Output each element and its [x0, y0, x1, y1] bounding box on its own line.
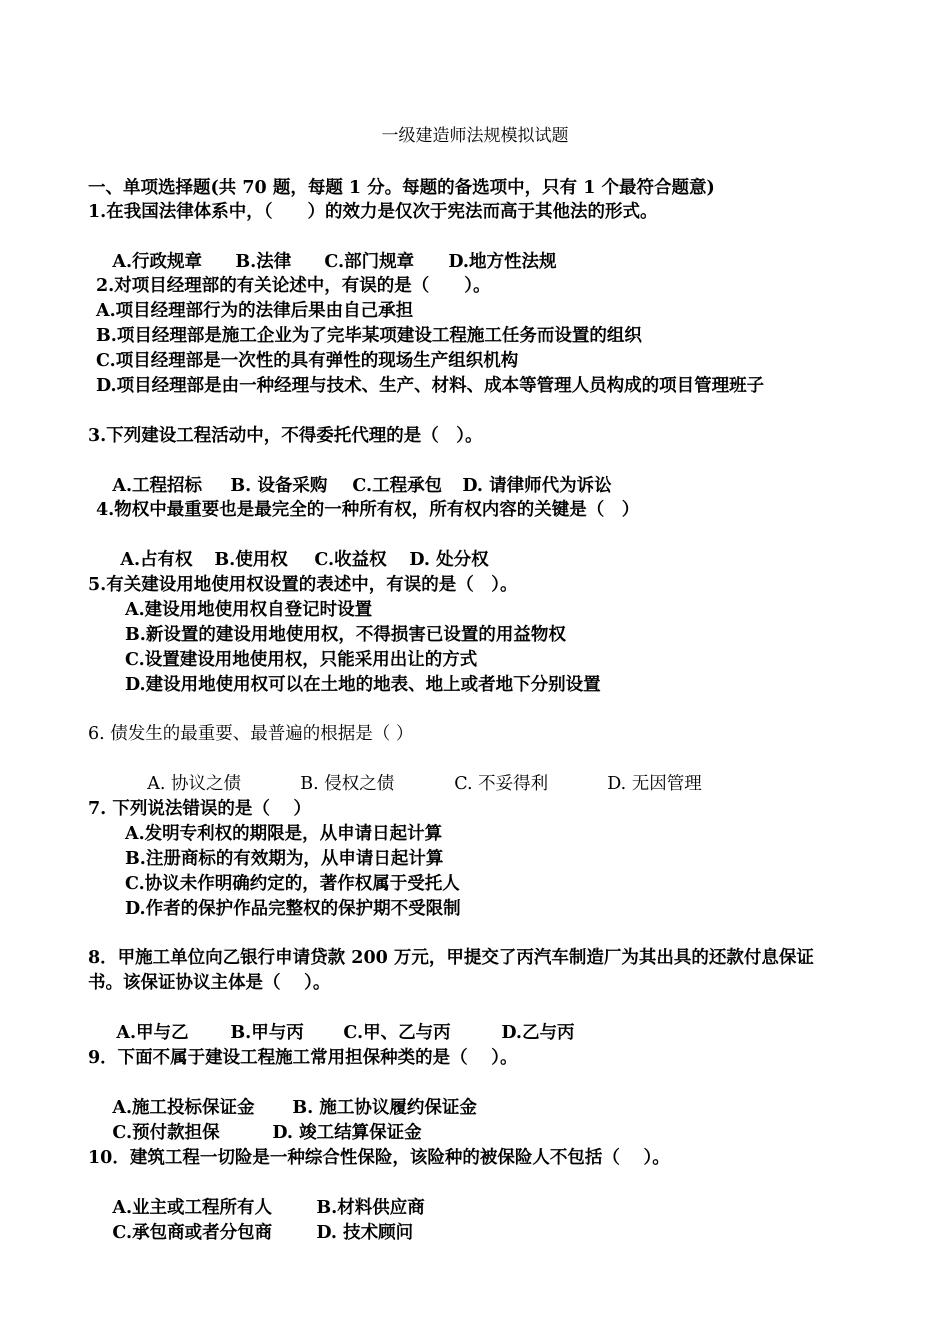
option-a: A.施工投标保证金: [112, 1098, 255, 1118]
question-1-stem: 1.在我国法律体系中，（ ）的效力是仅次于宪法而高于其他法的形式。: [88, 202, 658, 222]
question-7-option-a: A.发明专利权的期限是，从申请日起计算: [125, 824, 443, 844]
question-2-option-c: C.项目经理部是一次性的具有弹性的现场生产组织机构: [96, 351, 519, 371]
option-a: A.业主或工程所有人: [112, 1198, 273, 1218]
option-b: B. 侵权之债: [300, 774, 395, 794]
option-b: B. 施工协议履约保证金: [292, 1098, 477, 1118]
option-a: A.工程招标: [112, 476, 203, 496]
question-7-stem: 7. 下列说法错误的是（ ）: [88, 799, 311, 819]
option-a: A. 协议之债: [147, 774, 242, 794]
option-c: C. 不妥得利: [454, 774, 549, 794]
question-7-option-b: B.注册商标的有效期为，从申请日起计算: [125, 849, 444, 869]
option-b: B.使用权: [214, 550, 288, 570]
question-2-option-d: D.项目经理部是由一种经理与技术、生产、材料、成本等管理人员构成的项目管理班子: [96, 376, 765, 396]
question-2-stem: 2.对项目经理部的有关论述中，有误的是（ ）。: [96, 276, 491, 296]
question-4-stem: 4.物权中最重要也是最完全的一种所有权，所有权内容的关键是（ ）: [96, 500, 640, 520]
option-d: D.地方性法规: [448, 252, 557, 272]
question-5-stem: 5.有关建设用地使用权设置的表述中，有误的是（ ）。: [88, 575, 518, 595]
question-10-options-row-2: [88, 1196, 413, 1271]
question-8-stem-line-2: 书。该保证协议主体是（ ）。: [88, 973, 331, 993]
question-2-option-a: A.项目经理部行为的法律后果由自己承担: [96, 301, 414, 321]
option-b: B. 设备采购: [230, 476, 328, 496]
option-c: C.工程承包: [352, 476, 443, 496]
option-c: C.收益权: [314, 550, 387, 570]
option-c: C.部门规章: [324, 252, 415, 272]
option-b: B.法律: [235, 252, 292, 272]
option-d: D.乙与丙: [501, 1023, 575, 1043]
option-b: B.材料供应商: [316, 1198, 425, 1218]
question-2-option-b: B.项目经理部是施工企业为了完毕某项建设工程施工任务而设置的组织: [96, 326, 642, 346]
question-7-option-c: C.协议未作明确约定的，著作权属于受托人: [125, 874, 460, 894]
option-b: B.甲与丙: [230, 1023, 304, 1043]
option-a: A.占有权: [120, 550, 193, 570]
option-c: C.承包商或者分包商: [112, 1223, 273, 1243]
question-7-option-d: D.作者的保护作品完整权的保护期不受限制: [125, 899, 461, 919]
option-c: C.预付款担保: [112, 1123, 220, 1143]
option-a: A.行政规章: [112, 252, 203, 272]
question-6-stem: 6. 债发生的最重要、最普遍的根据是（ ）: [88, 724, 414, 744]
question-5-option-a: A.建设用地使用权自登记时设置: [125, 600, 373, 620]
option-c: C.甲、乙与丙: [343, 1023, 451, 1043]
option-d: D. 技术顾问: [316, 1223, 414, 1243]
question-5-option-c: C.设置建设用地使用权，只能采用出让的方式: [125, 650, 478, 670]
option-d: D. 请律师代为诉讼: [462, 476, 612, 496]
question-10-stem: 10．建筑工程一切险是一种综合性保险，该险种的被保险人不包括（ ）。: [88, 1148, 670, 1168]
question-3-stem: 3.下列建设工程活动中，不得委托代理的是（ ）。: [88, 426, 483, 446]
question-5-option-b: B.新设置的建设用地使用权，不得损害已设置的用益物权: [125, 625, 566, 645]
option-d: D. 无因管理: [607, 774, 702, 794]
page-title: 一级建造师法规模拟试题: [381, 126, 569, 146]
option-a: A.甲与乙: [116, 1023, 189, 1043]
question-9-stem: 9．下面不属于建设工程施工常用担保种类的是（ ）。: [88, 1048, 518, 1068]
option-d: D. 竣工结算保证金: [272, 1123, 422, 1143]
question-8-stem-line-1: 8．甲施工单位向乙银行申请贷款 200 万元，甲提交了丙汽车制造厂为其出具的还款付息保证: [88, 948, 814, 968]
option-d: D. 处分权: [409, 550, 489, 570]
question-5-option-d: D.建设用地使用权可以在土地的地表、地上或者地下分别设置: [125, 675, 601, 695]
section-heading: 一、单项选择题(共 70 题，每题 1 分。每题的备选项中，只有 1 个最符合题意): [88, 178, 715, 198]
